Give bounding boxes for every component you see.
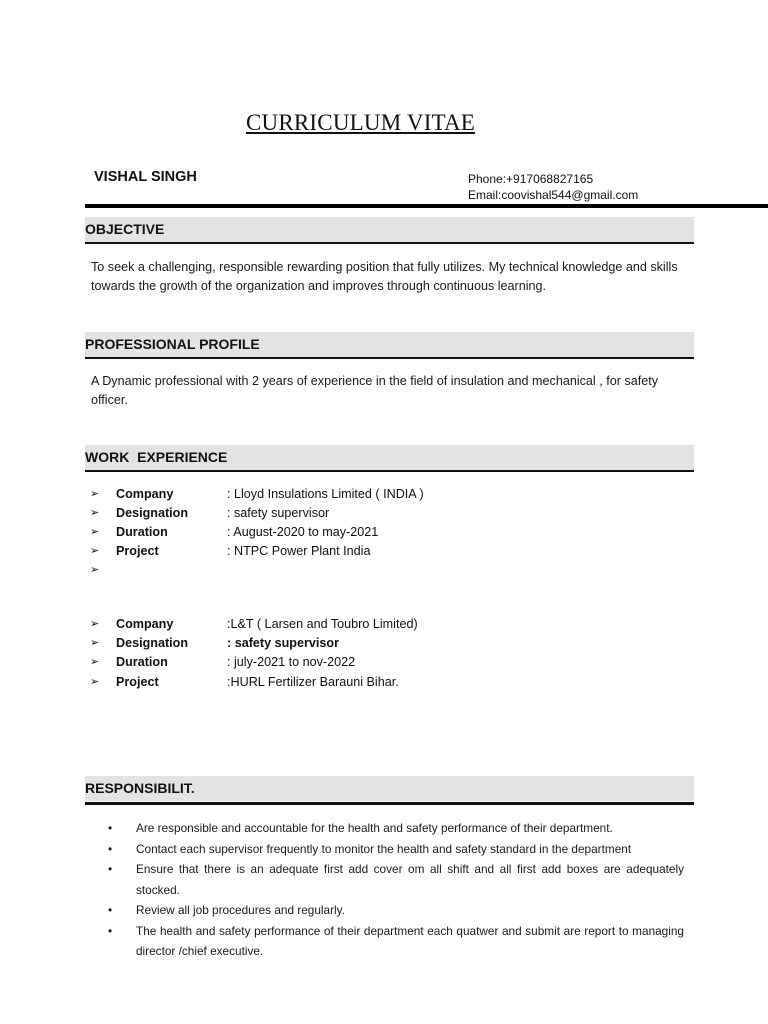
job-field-label: Project (116, 544, 159, 558)
profile-divider (85, 357, 694, 359)
job-field-label: Project (116, 675, 159, 689)
job-field-label: Designation (116, 506, 189, 520)
bullet-icon: • (108, 862, 113, 876)
job-field-value: : july-2021 to nov-2022 (227, 655, 356, 669)
job-field-value: : August-2020 to may-2021 (227, 525, 379, 539)
arrow-bullet-icon: ➢ (90, 637, 100, 649)
profile-text: A Dynamic professional with 2 years of experience in the field of insulation and mechanical , for safety officer. (91, 374, 659, 407)
job-field-label: Company (116, 617, 174, 631)
objective-text: To seek a challenging, responsible rewarding position that fully utilizes. My technical knowledge and skills towards the growth of the organization and improves through continuous learning. (91, 260, 678, 293)
job-field-value: : Lloyd Insulations Limited ( INDIA ) (227, 487, 424, 501)
list-item (108, 900, 684, 921)
job-field-label: Duration (116, 655, 168, 669)
responsibility-list (108, 818, 684, 962)
arrow-bullet-icon: ➢ (90, 564, 100, 576)
job-field-label: Designation (116, 636, 189, 650)
list-item-text: Contact each supervisor frequently to monitor the health and safety standard in the department (136, 841, 632, 856)
list-item-text: Review all job procedures and regularly. (136, 903, 345, 917)
objective-heading: OBJECTIVE (85, 217, 694, 242)
job-field-value: : safety supervisor (227, 636, 339, 650)
contact-block (468, 171, 638, 203)
job-field-value: :L&T ( Larsen and Toubro Limited) (227, 617, 418, 631)
job-field-label: Company (116, 487, 174, 501)
job-field-label: Duration (116, 525, 168, 539)
bullet-icon: • (108, 923, 113, 938)
list-item-text: Are responsible and accountable for the health and safety performance of their department. (136, 821, 613, 835)
bullet-icon: • (108, 903, 113, 917)
arrow-bullet-icon: ➢ (90, 488, 100, 500)
candidate-name: VISHAL SINGH (94, 169, 197, 185)
arrow-bullet-icon: ➢ (90, 526, 100, 538)
list-item-text: The health and safety performance of their department each quatwer and submit are report to managing director /chief executive. (136, 923, 684, 958)
responsibility-divider (85, 802, 694, 805)
email-address: Email:coovishal544@gmail.com (468, 188, 639, 202)
list-item (108, 921, 684, 962)
experience-divider (85, 470, 694, 472)
responsibility-heading: RESPONSIBILIT. (85, 776, 694, 801)
job-field-value: : safety supervisor (227, 506, 330, 520)
arrow-bullet-icon: ➢ (90, 507, 100, 519)
experience-heading: WORK EXPERIENCE (85, 445, 694, 470)
phone-number: Phone:+917068827165 (468, 172, 594, 186)
arrow-bullet-icon: ➢ (90, 676, 100, 688)
job-field-value: : NTPC Power Plant India (227, 544, 371, 558)
objective-divider (85, 242, 694, 244)
list-item (108, 859, 684, 900)
bullet-icon: • (108, 821, 113, 835)
bullet-icon: • (108, 841, 113, 856)
header-divider (85, 204, 768, 208)
document-title: CURRICULUM VITAE (246, 110, 476, 135)
arrow-bullet-icon: ➢ (90, 618, 100, 630)
job-field-value: :HURL Fertilizer Barauni Bihar. (227, 675, 399, 689)
list-item (108, 839, 684, 860)
arrow-bullet-icon: ➢ (90, 656, 100, 668)
list-item-text: Ensure that there is an adequate first add cover om all shift and all first add boxes are adequately stocked. (136, 862, 684, 897)
profile-heading: PROFESSIONAL PROFILE (85, 332, 694, 357)
list-item (108, 818, 684, 839)
arrow-bullet-icon: ➢ (90, 545, 100, 557)
